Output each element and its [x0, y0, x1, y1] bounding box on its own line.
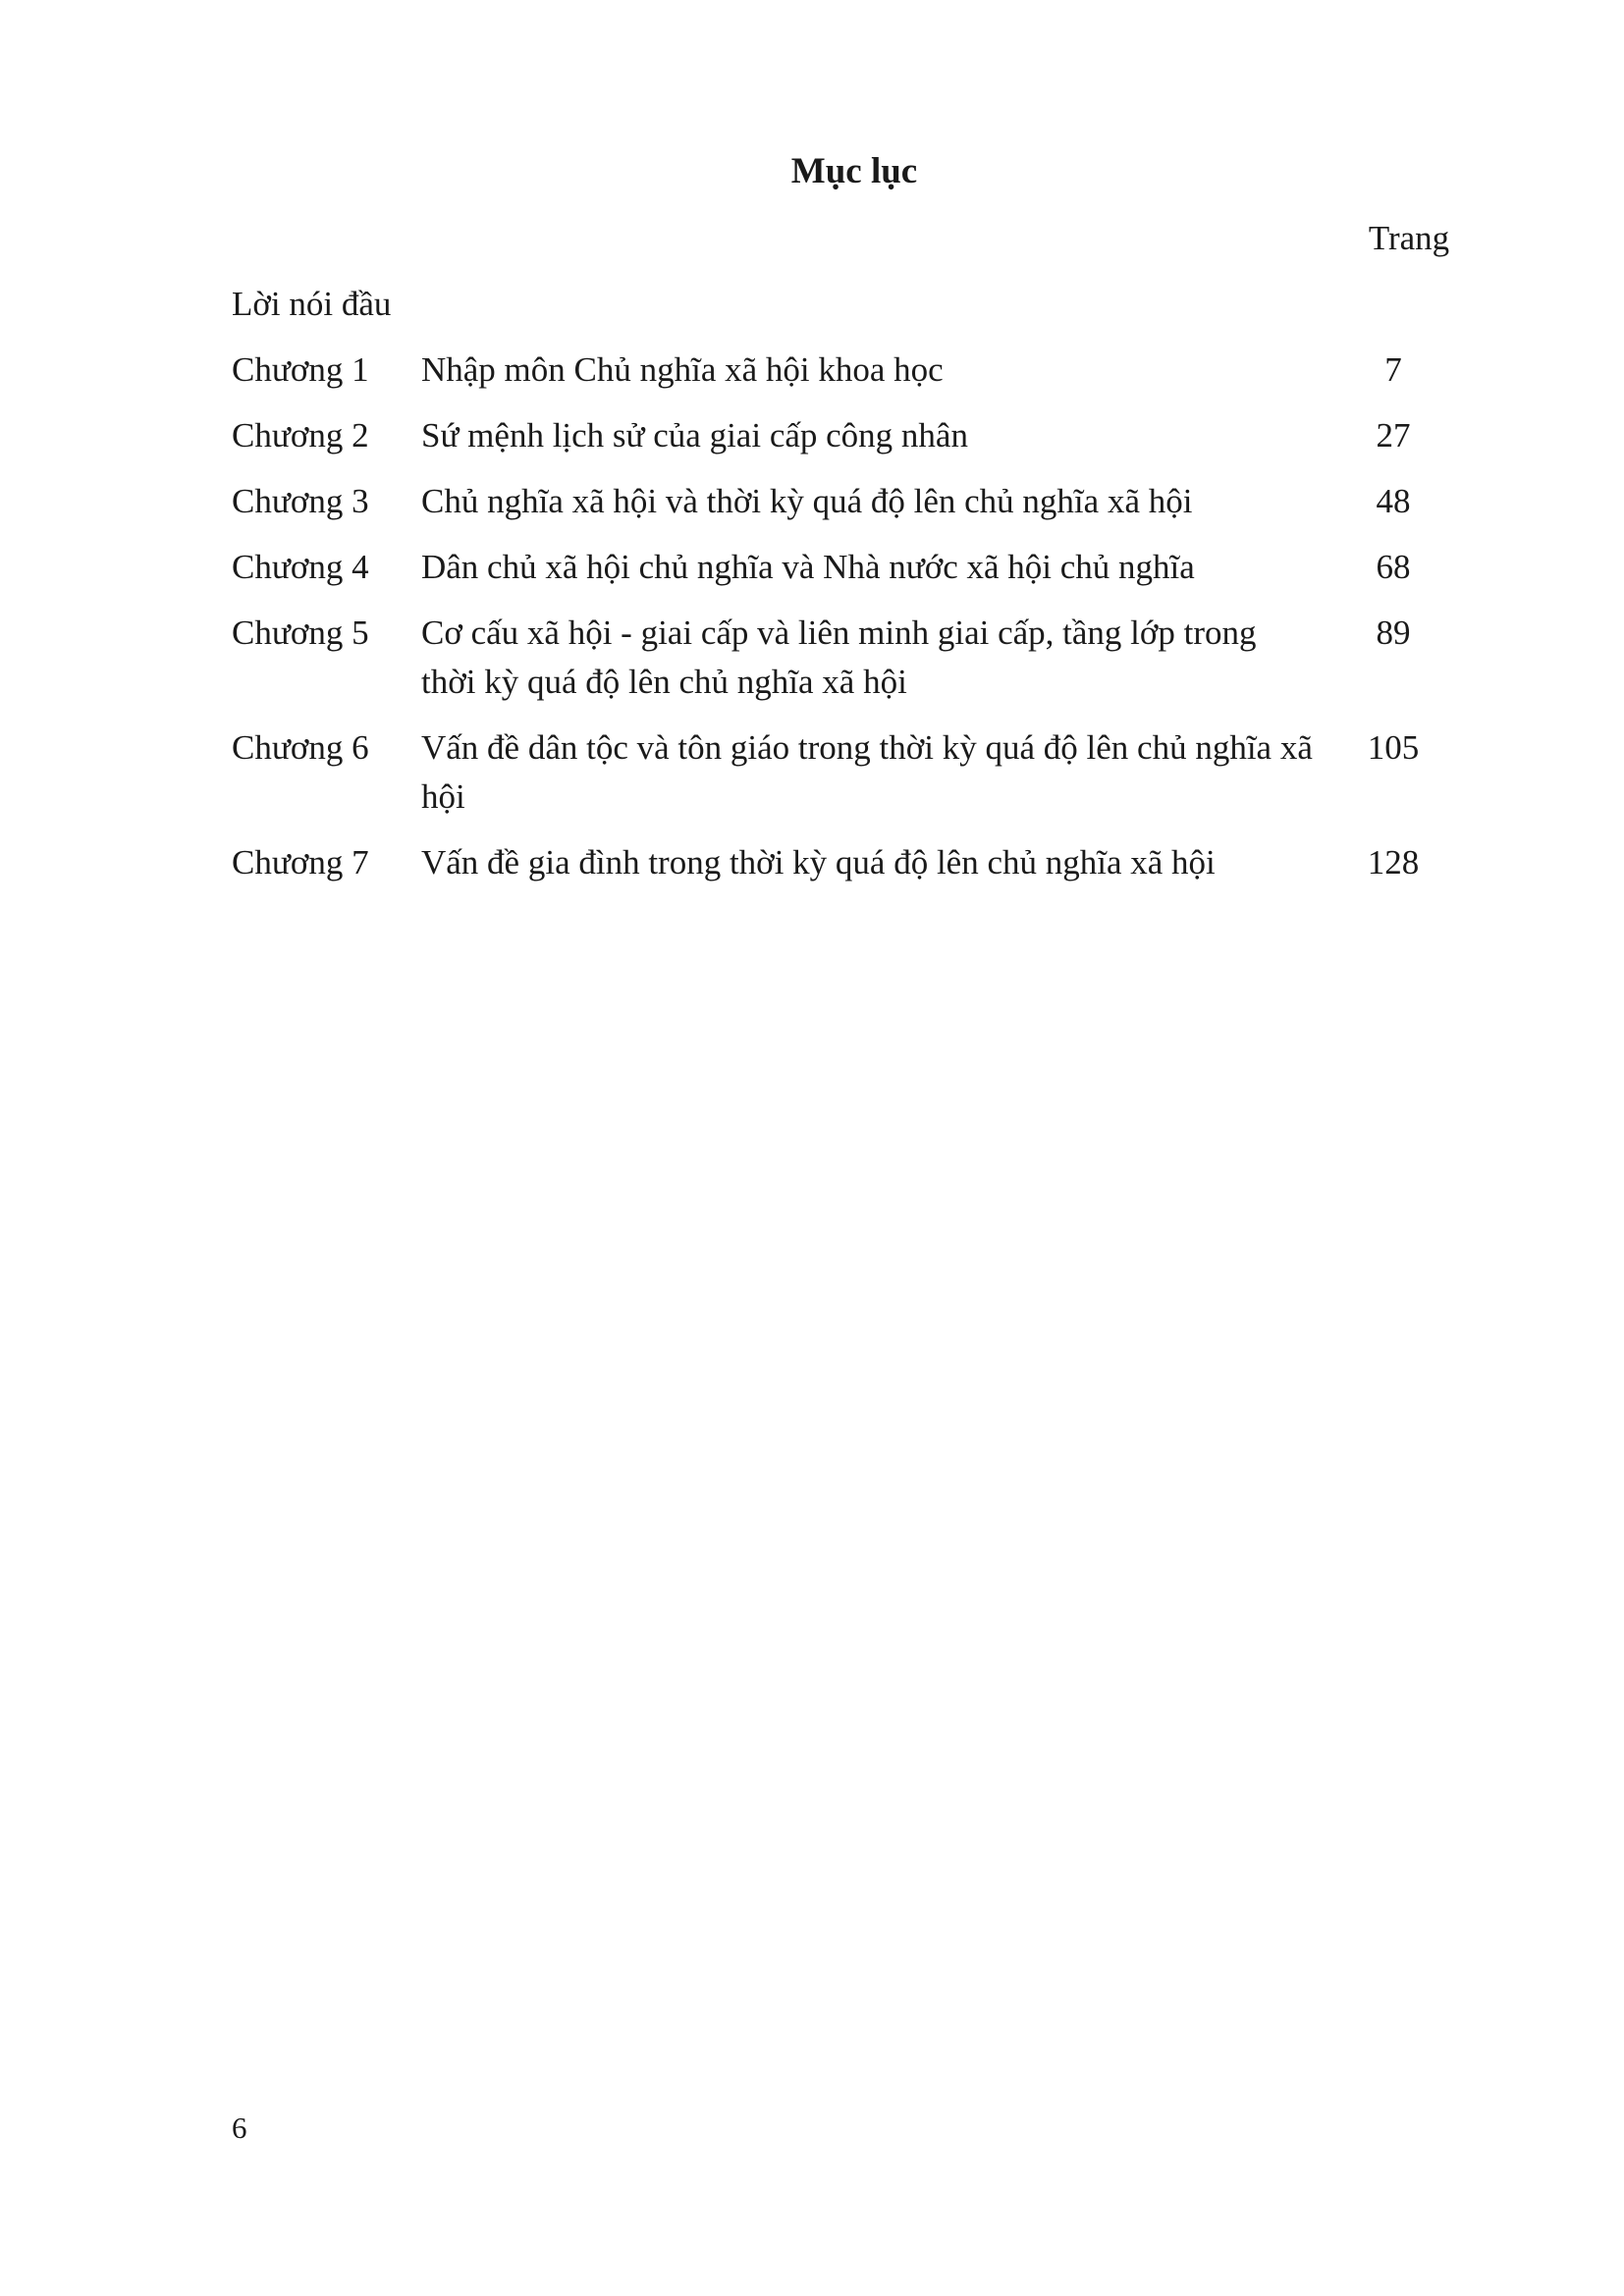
toc-chapter-title: Vấn đề gia đình trong thời kỳ quá độ lên chủ nghĩa xã hội [421, 843, 1216, 881]
toc-chapter-title: Vấn đề dân tộc và tôn giáo trong thời kỳ quá độ lên chủ nghĩa xã hội [421, 728, 1313, 816]
toc-chapter-label: Chương 5 [232, 614, 369, 652]
toc-chapter-label: Chương 1 [232, 350, 369, 389]
toc-chapter-label: Chương 6 [232, 728, 369, 767]
toc-chapter-title: Nhập môn Chủ nghĩa xã hội khoa học [421, 350, 944, 389]
toc-page-number: 48 [1376, 482, 1411, 520]
toc-chapter-title: Sứ mệnh lịch sử của giai cấp công nhân [421, 416, 968, 454]
toc-preface: Lời nói đầu [232, 285, 392, 323]
toc-page-number: 105 [1367, 728, 1420, 767]
toc-entry [232, 609, 1473, 707]
toc-chapter-title: Chủ nghĩa xã hội và thời kỳ quá độ lên chủ nghĩa xã hội [421, 482, 1193, 520]
toc-page-number: 89 [1376, 614, 1411, 652]
toc-chapter-label: Chương 2 [232, 416, 369, 454]
page-number: 6 [232, 2110, 247, 2145]
toc-chapter-label: Chương 4 [232, 548, 369, 586]
table-of-contents [232, 280, 1473, 904]
toc-entry [232, 543, 1473, 592]
toc-entry [232, 723, 1473, 822]
toc-chapter-label: Chương 3 [232, 482, 369, 520]
toc-chapter-title: Cơ cấu xã hội - giai cấp và liên minh giai cấp, tầng lớp trong thời kỳ quá độ lên chủ nghĩa xã hội [421, 614, 1257, 701]
toc-chapter-title: Dân chủ xã hội chủ nghĩa và Nhà nước xã hội chủ nghĩa [421, 548, 1195, 586]
toc-entry [232, 411, 1473, 460]
toc-page-number: 128 [1367, 843, 1420, 881]
toc-page-number: 68 [1376, 548, 1411, 586]
toc-page-number: 27 [1376, 416, 1411, 454]
toc-entry [232, 346, 1473, 395]
toc-entry [232, 838, 1473, 887]
toc-entry [232, 477, 1473, 526]
page-title: Mục lục [790, 151, 918, 191]
toc-page-number: 7 [1384, 350, 1402, 389]
page-column-header: Trang [1368, 219, 1450, 257]
toc-chapter-label: Chương 7 [232, 843, 369, 881]
